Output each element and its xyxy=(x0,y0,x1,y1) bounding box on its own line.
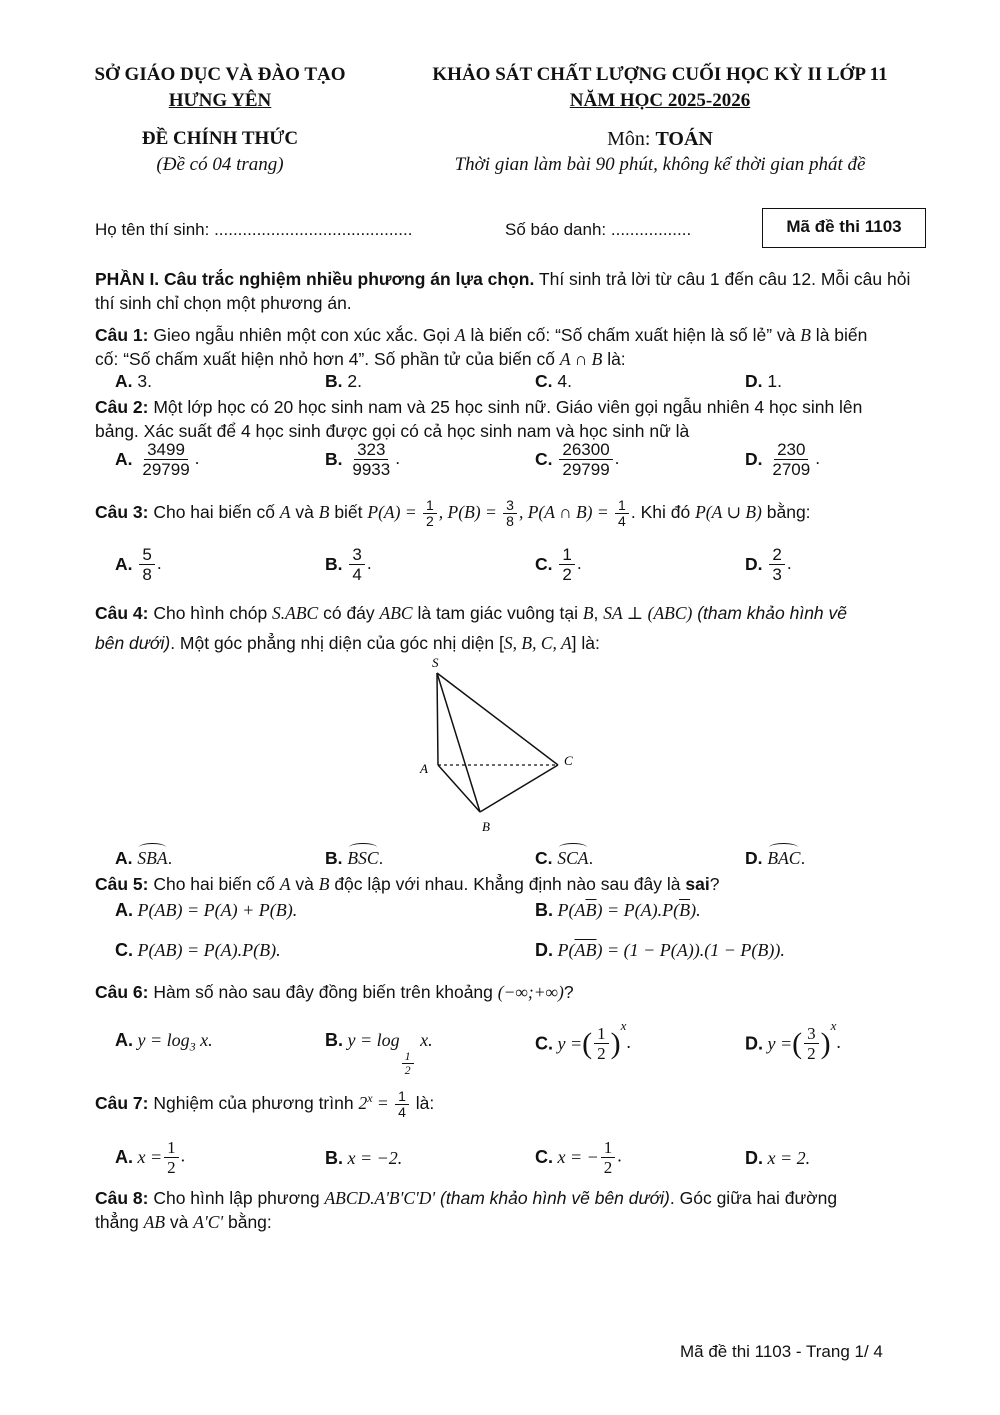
q3-options xyxy=(115,545,935,591)
q4-option-c[interactable]: C. SCA. xyxy=(535,848,594,868)
subject-line: Môn: TOÁN xyxy=(607,128,713,150)
q7-option-c[interactable]: C. x = − $\frac{1}{2}$ . xyxy=(535,1138,622,1177)
q3-option-c[interactable]: C. $\frac{1}{2}$ . xyxy=(535,545,582,584)
q4-option-a[interactable]: A. SBA. xyxy=(115,848,173,868)
q6-option-d[interactable]: D. y =( $\frac{3}{2}$ )$^x$. xyxy=(745,1018,841,1064)
edge-bc xyxy=(480,765,558,812)
pyramid-figure xyxy=(410,655,590,835)
q3-option-a[interactable]: A. $\frac{5}{8}$ . xyxy=(115,545,162,584)
q5-options xyxy=(115,900,935,970)
page-footer: Mã đề thi 1103 - Trang 1/ 4 xyxy=(680,1342,883,1361)
time-note: Thời gian làm bài 90 phút, không kể thời gian phát đề xyxy=(454,154,866,175)
question-1: Câu 1: Gieo ngẫu nhiên một con xúc xắc. Gọi A là biến cố: “Số chấm xuất hiện là số lẻ” và B là biến cố: “Số chấm xuất hiện nhỏ hơn 4”. Số phần tử của biến cố A ∩ B là: xyxy=(95,325,868,369)
q5-option-a[interactable]: A. P(AB) = P(A) + P(B). xyxy=(115,900,298,920)
question-4: Câu 4: Cho hình chóp S.ABC có đáy ABC là tam giác vuông tại B, SA ⊥ (ABC) (tham khảo hình vẽ bên dưới). Một góc phẳng nhị diện của góc nhị diện [S, B, C, A] là: xyxy=(95,603,847,653)
label-c: C xyxy=(564,753,573,768)
province-name: HƯNG YÊN xyxy=(168,90,272,111)
q1-option-b[interactable]: B. 2. xyxy=(325,371,362,391)
q2-option-b[interactable]: B. $\frac{323}{9933}$ . xyxy=(325,440,401,479)
q7-option-d[interactable]: D. x = 2. xyxy=(745,1148,811,1168)
q1-option-c[interactable]: C. 4. xyxy=(535,371,572,391)
question-5: Câu 5: Cho hai biến cố A và B độc lập với nhau. Khẳng định nào sau đây là sai? xyxy=(95,874,720,894)
candidate-id-field: Số báo danh: ................. xyxy=(505,220,692,239)
header-left xyxy=(60,62,380,178)
q7-option-a[interactable]: A. x = $\frac{1}{2}$ . xyxy=(115,1138,186,1177)
q3-option-d[interactable]: D. $\frac{2}{3}$ . xyxy=(745,545,792,584)
department-name: SỞ GIÁO DỤC VÀ ĐÀO TẠO xyxy=(94,64,346,85)
q4-option-d[interactable]: D. BAC. xyxy=(745,848,806,868)
header-right xyxy=(395,62,925,178)
q6-option-c[interactable]: C. y =( $\frac{1}{2}$ )$^x$. xyxy=(535,1018,631,1064)
q2-option-a[interactable]: A. $\frac{3499}{29799}$ . xyxy=(115,440,200,479)
label-b: B xyxy=(482,819,490,834)
official-label: ĐỀ CHÍNH THỨC xyxy=(141,128,299,149)
exam-code-box: Mã đề thi 1103 xyxy=(762,208,926,248)
edge-ab xyxy=(438,765,480,812)
q1-option-d[interactable]: D. 1. xyxy=(745,371,782,391)
q6-option-b[interactable]: B. y = log $\frac{1}{2}$ x. xyxy=(325,1030,433,1078)
question-7: Câu 7: Nghiệm của phương trình $2^x$ = $\frac{1}{4}$ là: xyxy=(95,1087,435,1120)
school-year: NĂM HỌC 2025-2026 xyxy=(569,90,751,111)
q1-option-a[interactable]: A. 3. xyxy=(115,371,152,391)
exam-title: KHẢO SÁT CHẤT LƯỢNG CUỐI HỌC KỲ II LỚP 11 xyxy=(432,64,888,85)
q7-option-b[interactable]: B. x = −2. xyxy=(325,1148,403,1168)
edge-sc xyxy=(437,673,558,765)
q7-options xyxy=(115,1138,935,1182)
question-8: Câu 8: Cho hình lập phương ABCD.A'B'C'D' (tham khảo hình vẽ bên dưới). Góc giữa hai đường thẳng AB và A'C' bằng: xyxy=(95,1188,838,1232)
q5-option-d[interactable]: D. $P(\overline{AB}) = (1 - P(A)).(1 - P(B))$. xyxy=(535,940,785,960)
subject-name: TOÁN xyxy=(655,128,713,150)
label-s: S xyxy=(432,655,439,670)
q4-option-b[interactable]: B. BSC. xyxy=(325,848,384,868)
part1-instructions: PHẦN I. Câu trắc nghiệm nhiều phương án lựa chọn. Thí sinh trả lời từ câu 1 đến câu 12. Mỗi câu hỏi thí sinh chỉ chọn một phương án. xyxy=(95,269,911,313)
q5-option-b[interactable]: B. $P(A\overline{B}) = P(A).P(\overline{B})$. xyxy=(535,900,701,920)
edge-sb xyxy=(437,673,480,812)
label-a: A xyxy=(420,761,428,776)
q6-option-a[interactable]: A. $y = \log_3 x$. xyxy=(115,1030,213,1054)
candidate-name-field: Họ tên thí sinh: .......................................... xyxy=(95,220,413,239)
q2-option-d[interactable]: D. $\frac{230}{2709}$ . xyxy=(745,440,821,479)
q6-options xyxy=(115,1018,935,1078)
q2-option-c[interactable]: C. $\frac{26300}{29799}$ . xyxy=(535,440,620,479)
question-3: Câu 3: Cho hai biến cố A và B biết P(A) = $\frac{1}{2}$ , P(B) = $\frac{3}{8}$ , P(A ∩ B) = $\frac{1}{4}$ . Khi đó P(A ∪ B) bằng: xyxy=(95,497,811,529)
question-2: Câu 2: Một lớp học có 20 học sinh nam và 25 học sinh nữ. Giáo viên gọi ngẫu nhiên 4 học sinh lên bảng. Xác suất để 4 học sinh được gọi có cả học sinh nam và học sinh nữ là xyxy=(95,397,863,441)
question-6: Câu 6: Hàm số nào sau đây đồng biến trên khoảng (−∞;+∞)? xyxy=(95,982,574,1002)
q5-option-c[interactable]: C. P(AB) = P(A).P(B). xyxy=(115,940,281,960)
q2-options xyxy=(115,440,935,490)
edge-sa xyxy=(437,673,438,765)
page-count-note: (Đề có 04 trang) xyxy=(156,154,284,175)
q3-option-b[interactable]: B. $\frac{3}{4}$ . xyxy=(325,545,372,584)
